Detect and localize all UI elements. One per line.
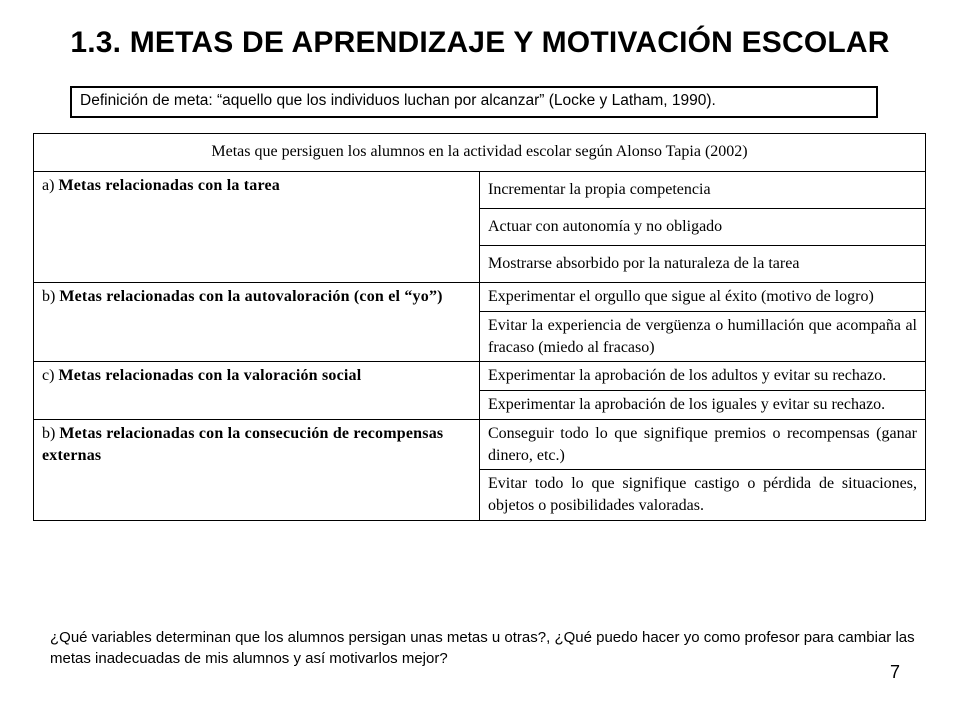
- goal-cell: Experimentar la aprobación de los adultos y evitar su rechazo.: [480, 362, 926, 391]
- goal-cell: Mostrarse absorbido por la naturaleza de la tarea: [480, 246, 926, 283]
- category-cell-task: [34, 172, 480, 283]
- category-cell-self: [34, 283, 480, 362]
- goal-cell: Evitar la experiencia de vergüenza o humillación que acompaña al fracaso (miedo al fracaso): [480, 311, 926, 362]
- category-label: Metas relacionadas con la valoración social: [58, 367, 362, 385]
- category-label: Metas relacionadas con la tarea: [58, 177, 281, 194]
- goal-cell: Conseguir todo lo que signifique premios o recompensas (ganar dinero, etc.): [480, 419, 926, 470]
- category-cell-rewards: [34, 419, 480, 520]
- page-number: 7: [890, 662, 901, 682]
- goal-cell: Evitar todo lo que signifique castigo o pérdida de situaciones, objetos o posibilidades valoradas.: [480, 470, 926, 521]
- goal-cell: Experimentar el orgullo que sigue al éxito (motivo de logro): [480, 283, 926, 312]
- goal-cell: Incrementar la propia competencia: [480, 172, 926, 209]
- category-cell-social: [34, 362, 480, 420]
- category-label: Metas relacionadas con la consecución de recompensas externas: [42, 424, 444, 464]
- category-label: Metas relacionadas con la autovaloración (con el “yo”): [59, 288, 443, 305]
- closing-question: ¿Qué variables determinan que los alumnos persigan unas metas u otras?, ¿Qué puedo hacer yo como profesor para cambiar las metas inadecuadas de mis alumnos y así motivarlos mejor?: [50, 629, 915, 667]
- goal-cell: Experimentar la aprobación de los iguales y evitar su rechazo.: [480, 391, 926, 420]
- category-letter: b): [42, 288, 56, 305]
- goal-cell: Actuar con autonomía y no obligado: [480, 209, 926, 246]
- category-letter: b): [42, 424, 56, 442]
- slide-title: 1.3. METAS DE APRENDIZAJE Y MOTIVACIÓN ESCOLAR: [70, 26, 890, 59]
- definition-box: Definición de meta: “aquello que los individuos luchan por alcanzar” (Locke y Latham, 1990).: [70, 86, 878, 118]
- category-letter: a): [42, 177, 55, 194]
- table-header: Metas que persiguen los alumnos en la actividad escolar según Alonso Tapia (2002): [34, 134, 926, 172]
- category-letter: c): [42, 367, 55, 385]
- goals-table: [33, 133, 926, 521]
